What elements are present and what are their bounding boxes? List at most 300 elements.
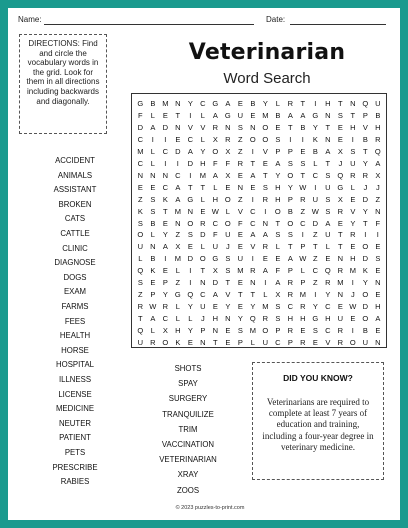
grid-letter[interactable]: W <box>299 254 307 264</box>
grid-letter[interactable]: N <box>225 122 231 132</box>
grid-letter[interactable]: R <box>200 218 206 228</box>
grid-letter[interactable]: L <box>200 194 205 204</box>
grid-letter[interactable]: E <box>162 218 168 228</box>
grid-letter[interactable]: H <box>212 314 219 324</box>
grid-letter[interactable]: I <box>189 170 192 180</box>
grid-letter[interactable]: B <box>287 206 293 216</box>
grid-letter[interactable]: M <box>174 206 181 216</box>
grid-letter[interactable]: A <box>262 266 268 276</box>
grid-letter[interactable]: L <box>138 254 143 264</box>
grid-letter[interactable]: C <box>312 170 319 180</box>
grid-letter[interactable]: M <box>349 266 356 276</box>
grid-letter[interactable]: Y <box>362 206 368 216</box>
grid-letter[interactable]: A <box>175 194 181 204</box>
grid-letter[interactable]: I <box>351 278 354 288</box>
grid-letter[interactable]: Y <box>187 302 193 312</box>
grid-letter[interactable]: E <box>237 242 243 252</box>
grid-letter[interactable]: O <box>249 134 256 144</box>
grid-letter[interactable]: S <box>350 146 356 156</box>
grid-letter[interactable]: U <box>325 230 331 240</box>
grid-letter[interactable]: K <box>150 266 156 276</box>
grid-letter[interactable]: O <box>362 290 369 300</box>
grid-letter[interactable]: C <box>137 134 144 144</box>
grid-letter[interactable]: W <box>311 206 319 216</box>
grid-letter[interactable]: I <box>301 230 304 240</box>
grid-letter[interactable]: R <box>337 266 344 276</box>
grid-letter[interactable]: N <box>250 122 256 132</box>
grid-letter[interactable]: S <box>150 194 156 204</box>
grid-letter[interactable]: Q <box>362 99 369 108</box>
grid-letter[interactable]: Q <box>324 266 331 276</box>
grid-letter[interactable]: C <box>325 302 331 312</box>
grid-letter[interactable]: G <box>212 99 219 108</box>
grid-letter[interactable]: B <box>150 218 156 228</box>
grid-letter[interactable]: V <box>200 122 206 132</box>
grid-letter[interactable]: D <box>362 302 369 312</box>
grid-letter[interactable]: A <box>162 242 168 252</box>
grid-letter[interactable]: B <box>362 134 368 144</box>
grid-letter[interactable]: X <box>375 170 381 180</box>
grid-letter[interactable]: P <box>162 278 168 288</box>
grid-letter[interactable]: B <box>250 99 256 108</box>
grid-letter[interactable]: N <box>175 99 181 108</box>
grid-letter[interactable]: S <box>275 302 281 312</box>
grid-letter[interactable]: E <box>237 302 243 312</box>
grid-letter[interactable]: H <box>325 99 331 108</box>
grid-letter[interactable]: R <box>337 326 344 336</box>
grid-letter[interactable]: I <box>264 206 267 216</box>
grid-letter[interactable]: E <box>250 110 256 120</box>
grid-letter[interactable]: E <box>300 146 306 156</box>
grid-letter[interactable]: E <box>350 314 356 324</box>
grid-letter[interactable]: E <box>187 338 193 348</box>
grid-letter[interactable]: V <box>237 206 243 216</box>
grid-letter[interactable]: S <box>237 326 243 336</box>
grid-letter[interactable]: S <box>275 134 281 144</box>
grid-letter[interactable]: N <box>225 314 231 324</box>
grid-letter[interactable]: I <box>189 266 192 276</box>
grid-letter[interactable]: Z <box>375 194 381 204</box>
grid-letter[interactable]: L <box>313 158 318 168</box>
grid-letter[interactable]: X <box>275 290 281 300</box>
grid-letter[interactable]: J <box>338 158 343 168</box>
grid-letter[interactable]: P <box>237 338 243 348</box>
grid-letter[interactable]: F <box>213 230 218 240</box>
grid-letter[interactable]: S <box>300 158 306 168</box>
grid-letter[interactable]: O <box>262 122 269 132</box>
grid-letter[interactable]: C <box>312 266 319 276</box>
grid-letter[interactable]: Z <box>313 230 318 240</box>
grid-letter[interactable]: Q <box>187 290 194 300</box>
grid-letter[interactable]: P <box>287 194 293 204</box>
grid-letter[interactable]: T <box>213 338 218 348</box>
grid-letter[interactable]: R <box>287 290 294 300</box>
grid-letter[interactable]: N <box>375 338 381 348</box>
grid-letter[interactable]: M <box>174 254 181 264</box>
grid-letter[interactable]: L <box>225 206 230 216</box>
grid-letter[interactable]: U <box>237 254 244 264</box>
grid-letter[interactable]: N <box>350 99 356 108</box>
grid-letter[interactable]: L <box>200 242 205 252</box>
grid-letter[interactable]: B <box>362 326 368 336</box>
grid-letter[interactable]: E <box>375 266 381 276</box>
grid-letter[interactable]: H <box>287 314 294 324</box>
grid-letter[interactable]: O <box>187 218 194 228</box>
grid-letter[interactable]: C <box>325 326 331 336</box>
grid-letter[interactable]: C <box>300 218 306 228</box>
grid-letter[interactable]: L <box>263 290 268 300</box>
grid-letter[interactable]: Z <box>138 194 143 204</box>
grid-letter[interactable]: H <box>212 194 219 204</box>
grid-letter[interactable]: A <box>250 230 256 240</box>
grid-letter[interactable]: F <box>375 218 381 228</box>
grid-letter[interactable]: O <box>224 218 231 228</box>
grid-letter[interactable]: T <box>363 146 368 156</box>
grid-letter[interactable]: R <box>250 266 256 276</box>
grid-letter[interactable]: P <box>200 326 206 336</box>
grid-letter[interactable]: S <box>225 254 231 264</box>
grid-letter[interactable]: B <box>312 146 318 156</box>
grid-letter[interactable]: T <box>313 242 318 252</box>
grid-letter[interactable]: O <box>212 146 219 156</box>
grid-letter[interactable]: I <box>189 110 192 120</box>
grid-letter[interactable]: C <box>162 314 169 324</box>
grid-letter[interactable]: N <box>375 278 381 288</box>
grid-letter[interactable]: F <box>275 266 281 276</box>
grid-letter[interactable]: S <box>237 122 243 132</box>
grid-letter[interactable]: A <box>212 110 218 120</box>
grid-letter[interactable]: A <box>287 110 293 120</box>
grid-letter[interactable]: V <box>362 122 368 132</box>
grid-letter[interactable]: Q <box>137 266 144 276</box>
grid-letter[interactable]: L <box>150 110 155 120</box>
grid-letter[interactable]: O <box>362 314 369 324</box>
grid-letter[interactable]: U <box>237 110 244 120</box>
grid-letter[interactable]: E <box>300 326 306 336</box>
grid-letter[interactable]: I <box>314 182 317 192</box>
grid-letter[interactable]: C <box>162 182 169 192</box>
grid-letter[interactable]: B <box>275 110 281 120</box>
grid-letter[interactable]: I <box>164 254 167 264</box>
grid-letter[interactable]: O <box>224 194 231 204</box>
grid-letter[interactable]: P <box>287 338 293 348</box>
grid-letter[interactable]: L <box>200 110 205 120</box>
grid-letter[interactable]: G <box>312 314 319 324</box>
grid-letter[interactable]: E <box>275 254 281 264</box>
grid-letter[interactable]: K <box>175 338 181 348</box>
grid-letter[interactable]: U <box>312 194 319 204</box>
grid-letter[interactable]: H <box>350 254 356 264</box>
grid-letter[interactable]: I <box>151 134 154 144</box>
grid-letter[interactable]: O <box>274 206 281 216</box>
grid-letter[interactable]: M <box>337 278 344 288</box>
grid-letter[interactable]: H <box>175 326 181 336</box>
grid-letter[interactable]: I <box>376 230 379 240</box>
grid-letter[interactable]: E <box>325 254 331 264</box>
grid-letter[interactable]: Y <box>287 182 293 192</box>
grid-letter[interactable]: E <box>187 242 193 252</box>
grid-letter[interactable]: H <box>375 302 381 312</box>
grid-letter[interactable]: Y <box>325 290 331 300</box>
grid-letter[interactable]: N <box>337 290 344 300</box>
grid-letter[interactable]: E <box>175 134 181 144</box>
grid-letter[interactable]: E <box>150 278 156 288</box>
grid-letter[interactable]: E <box>225 326 231 336</box>
grid-letter[interactable]: S <box>275 314 281 324</box>
grid-letter[interactable]: R <box>287 278 294 288</box>
grid-letter[interactable]: V <box>187 122 193 132</box>
grid-letter[interactable]: T <box>300 170 306 180</box>
grid-letter[interactable]: N <box>150 242 156 252</box>
grid-letter[interactable]: O <box>262 134 269 144</box>
grid-letter[interactable]: I <box>364 230 367 240</box>
grid-letter[interactable]: W <box>299 182 307 192</box>
grid-letter[interactable]: J <box>350 290 355 300</box>
grid-letter[interactable]: T <box>250 158 256 168</box>
grid-letter[interactable]: I <box>301 134 304 144</box>
grid-letter[interactable]: T <box>338 230 343 240</box>
grid-letter[interactable]: E <box>225 338 231 348</box>
grid-letter[interactable]: D <box>187 254 194 264</box>
grid-letter[interactable]: C <box>175 170 181 180</box>
grid-letter[interactable]: X <box>337 194 343 204</box>
grid-letter[interactable]: X <box>225 170 231 180</box>
grid-letter[interactable]: Z <box>238 134 243 144</box>
grid-letter[interactable]: P <box>275 146 281 156</box>
grid-letter[interactable]: E <box>375 290 381 300</box>
grid-letter[interactable]: P <box>300 242 306 252</box>
grid-letter[interactable]: E <box>375 242 381 252</box>
grid-letter[interactable]: Q <box>137 326 144 336</box>
grid-letter[interactable]: R <box>300 194 306 204</box>
grid-letter[interactable]: E <box>237 278 243 288</box>
grid-letter[interactable]: I <box>314 290 317 300</box>
grid-letter[interactable]: S <box>325 194 331 204</box>
grid-letter[interactable]: N <box>337 254 344 264</box>
grid-letter[interactable]: T <box>288 122 293 132</box>
grid-letter[interactable]: Y <box>187 99 193 108</box>
grid-letter[interactable]: I <box>314 99 317 108</box>
grid-letter[interactable]: R <box>300 302 306 312</box>
grid-letter[interactable]: R <box>262 314 269 324</box>
grid-letter[interactable]: E <box>212 302 218 312</box>
grid-letter[interactable]: C <box>200 99 206 108</box>
grid-letter[interactable]: N <box>187 206 194 216</box>
grid-letter[interactable]: E <box>162 110 168 120</box>
grid-letter[interactable]: N <box>162 170 169 180</box>
grid-letter[interactable]: U <box>350 158 356 168</box>
grid-letter[interactable]: U <box>337 314 344 324</box>
grid-letter[interactable]: P <box>287 146 293 156</box>
grid-letter[interactable]: G <box>312 110 319 120</box>
grid-letter[interactable]: R <box>337 338 344 348</box>
grid-letter[interactable]: Z <box>138 290 143 300</box>
grid-letter[interactable]: E <box>250 182 256 192</box>
grid-letter[interactable]: A <box>275 158 281 168</box>
grid-letter[interactable]: Y <box>162 230 168 240</box>
grid-letter[interactable]: E <box>237 170 243 180</box>
grid-letter[interactable]: A <box>262 230 268 240</box>
grid-letter[interactable]: Y <box>362 278 368 288</box>
grid-letter[interactable]: S <box>150 206 156 216</box>
grid-letter[interactable]: Z <box>300 206 306 216</box>
grid-letter[interactable]: O <box>287 170 294 180</box>
grid-letter[interactable]: Y <box>187 326 193 336</box>
grid-letter[interactable]: N <box>237 182 244 192</box>
grid-letter[interactable]: T <box>250 290 256 300</box>
grid-letter[interactable]: I <box>189 278 192 288</box>
grid-letter[interactable]: X <box>225 146 231 156</box>
grid-letter[interactable]: L <box>150 158 155 168</box>
grid-letter[interactable]: B <box>150 99 156 108</box>
grid-letter[interactable]: X <box>337 146 343 156</box>
grid-letter[interactable]: U <box>212 242 219 252</box>
grid-letter[interactable]: E <box>275 122 281 132</box>
grid-letter[interactable]: P <box>362 110 368 120</box>
grid-letter[interactable]: M <box>262 302 269 312</box>
grid-letter[interactable]: U <box>137 242 144 252</box>
grid-letter[interactable]: F <box>213 158 218 168</box>
grid-letter[interactable]: D <box>187 158 194 168</box>
grid-letter[interactable]: T <box>188 182 193 192</box>
grid-letter[interactable]: Q <box>249 314 256 324</box>
grid-letter[interactable]: S <box>312 326 318 336</box>
grid-letter[interactable]: T <box>225 278 231 288</box>
grid-letter[interactable]: S <box>137 218 143 228</box>
grid-letter[interactable]: S <box>137 278 143 288</box>
grid-letter[interactable]: R <box>300 338 306 348</box>
grid-letter[interactable]: S <box>287 158 293 168</box>
grid-letter[interactable]: E <box>200 206 206 216</box>
grid-letter[interactable]: M <box>249 326 256 336</box>
grid-letter[interactable]: D <box>362 194 369 204</box>
grid-letter[interactable]: E <box>375 326 381 336</box>
grid-letter[interactable]: C <box>275 338 281 348</box>
grid-letter[interactable]: S <box>325 206 331 216</box>
grid-letter[interactable]: F <box>238 218 243 228</box>
grid-letter[interactable]: C <box>212 218 219 228</box>
grid-letter[interactable]: Z <box>238 194 243 204</box>
grid-letter[interactable]: P <box>300 278 306 288</box>
grid-letter[interactable]: K <box>137 206 143 216</box>
grid-letter[interactable]: E <box>337 218 343 228</box>
grid-letter[interactable]: R <box>287 99 294 108</box>
grid-letter[interactable]: L <box>175 266 180 276</box>
grid-letter[interactable]: A <box>325 146 331 156</box>
grid-letter[interactable]: E <box>237 230 243 240</box>
grid-letter[interactable]: A <box>187 146 193 156</box>
grid-letter[interactable]: J <box>200 314 205 324</box>
grid-letter[interactable]: H <box>375 122 381 132</box>
grid-letter[interactable]: T <box>325 158 331 168</box>
grid-letter[interactable]: E <box>350 194 356 204</box>
grid-letter[interactable]: U <box>200 302 206 312</box>
grid-letter[interactable]: K <box>312 134 318 144</box>
grid-letter[interactable]: R <box>225 134 231 144</box>
grid-letter[interactable]: Y <box>350 218 356 228</box>
grid-letter[interactable]: A <box>300 110 306 120</box>
grid-letter[interactable]: B <box>300 122 306 132</box>
grid-letter[interactable]: L <box>275 242 280 252</box>
grid-letter[interactable]: Y <box>275 170 281 180</box>
grid-letter[interactable]: M <box>262 110 269 120</box>
grid-letter[interactable]: A <box>250 170 256 180</box>
grid-letter[interactable]: U <box>262 338 269 348</box>
grid-letter[interactable]: S <box>287 230 293 240</box>
grid-letter[interactable]: R <box>237 158 244 168</box>
grid-letter[interactable]: I <box>176 158 179 168</box>
grid-letter[interactable]: T <box>175 110 181 120</box>
grid-letter[interactable]: C <box>162 146 169 156</box>
grid-letter[interactable]: O <box>262 326 269 336</box>
grid-letter[interactable]: U <box>325 182 331 192</box>
grid-letter[interactable]: H <box>200 158 206 168</box>
grid-letter[interactable]: S <box>337 110 343 120</box>
grid-letter[interactable]: O <box>287 218 294 228</box>
grid-letter[interactable]: W <box>349 302 357 312</box>
grid-letter[interactable]: S <box>325 170 331 180</box>
grid-letter[interactable]: D <box>137 122 144 132</box>
grid-letter[interactable]: U <box>137 338 144 348</box>
grid-letter[interactable]: U <box>362 338 369 348</box>
grid-letter[interactable]: R <box>162 302 169 312</box>
grid-letter[interactable]: N <box>325 110 331 120</box>
grid-letter[interactable]: A <box>287 254 293 264</box>
grid-letter[interactable]: R <box>287 326 294 336</box>
grid-letter[interactable]: L <box>175 314 180 324</box>
grid-letter[interactable]: N <box>150 170 156 180</box>
grid-letter[interactable]: Z <box>238 146 243 156</box>
grid-letter[interactable]: V <box>262 146 268 156</box>
grid-letter[interactable]: Y <box>162 290 168 300</box>
grid-letter[interactable]: L <box>150 326 155 336</box>
grid-letter[interactable]: I <box>164 158 167 168</box>
grid-letter[interactable]: E <box>237 99 243 108</box>
grid-letter[interactable]: C <box>250 218 256 228</box>
grid-letter[interactable]: A <box>275 278 281 288</box>
grid-letter[interactable]: V <box>325 338 331 348</box>
grid-letter[interactable]: Y <box>312 302 318 312</box>
grid-letter[interactable]: T <box>325 122 331 132</box>
grid-letter[interactable]: I <box>289 134 292 144</box>
grid-letter[interactable]: M <box>137 146 144 156</box>
grid-letter[interactable]: A <box>375 314 381 324</box>
grid-letter[interactable]: T <box>163 206 168 216</box>
grid-letter[interactable]: D <box>175 146 181 156</box>
grid-letter[interactable]: D <box>362 254 369 264</box>
grid-letter[interactable]: Z <box>313 278 318 288</box>
grid-letter[interactable]: G <box>187 194 194 204</box>
grid-letter[interactable]: R <box>350 230 356 240</box>
grid-letter[interactable]: L <box>250 338 255 348</box>
grid-letter[interactable]: S <box>375 254 381 264</box>
grid-letter[interactable]: T <box>238 290 243 300</box>
grid-letter[interactable]: H <box>275 194 281 204</box>
grid-letter[interactable]: R <box>375 134 381 144</box>
grid-letter[interactable]: G <box>337 182 344 192</box>
grid-letter[interactable]: E <box>262 254 268 264</box>
grid-letter[interactable]: R <box>262 194 269 204</box>
grid-letter[interactable]: E <box>312 338 318 348</box>
grid-letter[interactable]: R <box>150 338 156 348</box>
grid-letter[interactable]: L <box>175 302 180 312</box>
grid-letter[interactable]: S <box>275 230 281 240</box>
grid-letter[interactable]: R <box>362 170 369 180</box>
grid-letter[interactable]: V <box>350 206 356 216</box>
grid-letter[interactable]: Y <box>362 158 368 168</box>
grid-letter[interactable]: A <box>375 158 381 168</box>
grid-letter[interactable]: X <box>162 326 168 336</box>
